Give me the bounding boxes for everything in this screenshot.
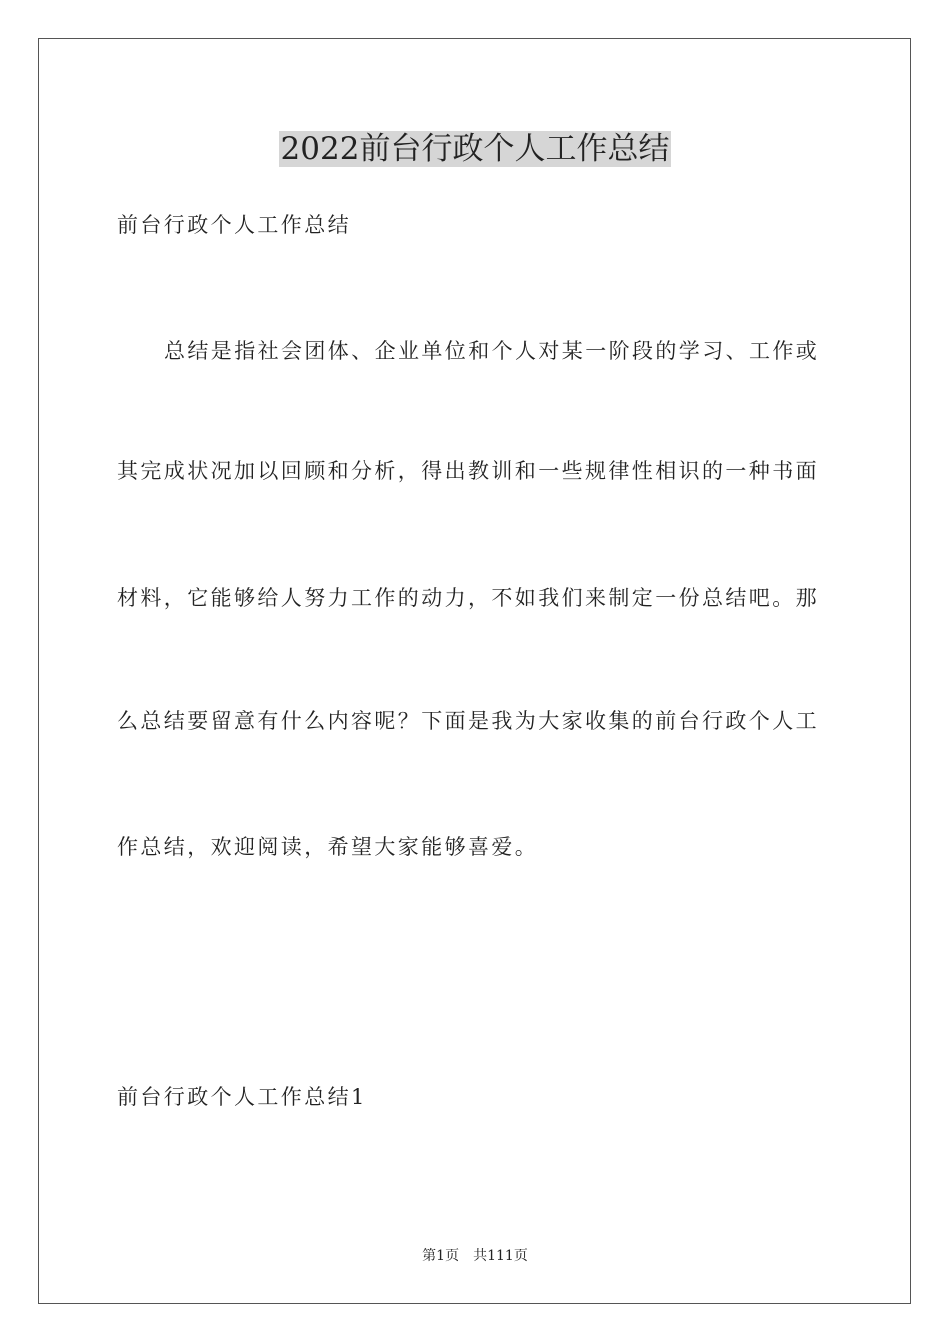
section-heading: 前台行政个人工作总结1	[117, 1085, 367, 1109]
paragraph-line: 作总结，欢迎阅读，希望大家能够喜爱。	[117, 835, 539, 859]
paragraph-line: 么总结要留意有什么内容呢？下面是我为大家收集的前台行政个人工	[117, 709, 819, 733]
page-number: 第1页	[422, 1248, 460, 1264]
document-title	[0, 126, 950, 172]
document-title-text: 2022前台行政个人工作总结	[280, 131, 670, 167]
paragraph-line: 总结是指社会团体、企业单位和个人对某一阶段的学习、工作或	[164, 339, 820, 363]
page-total: 共111页	[473, 1248, 528, 1264]
paragraph-line: 材料，它能够给人努力工作的动力，不如我们来制定一份总结吧。那	[117, 586, 819, 610]
page-footer	[0, 1246, 950, 1266]
paragraph-line: 其完成状况加以回顾和分析，得出教训和一些规律性相识的一种书面	[117, 459, 819, 483]
document-subtitle: 前台行政个人工作总结	[117, 213, 351, 237]
